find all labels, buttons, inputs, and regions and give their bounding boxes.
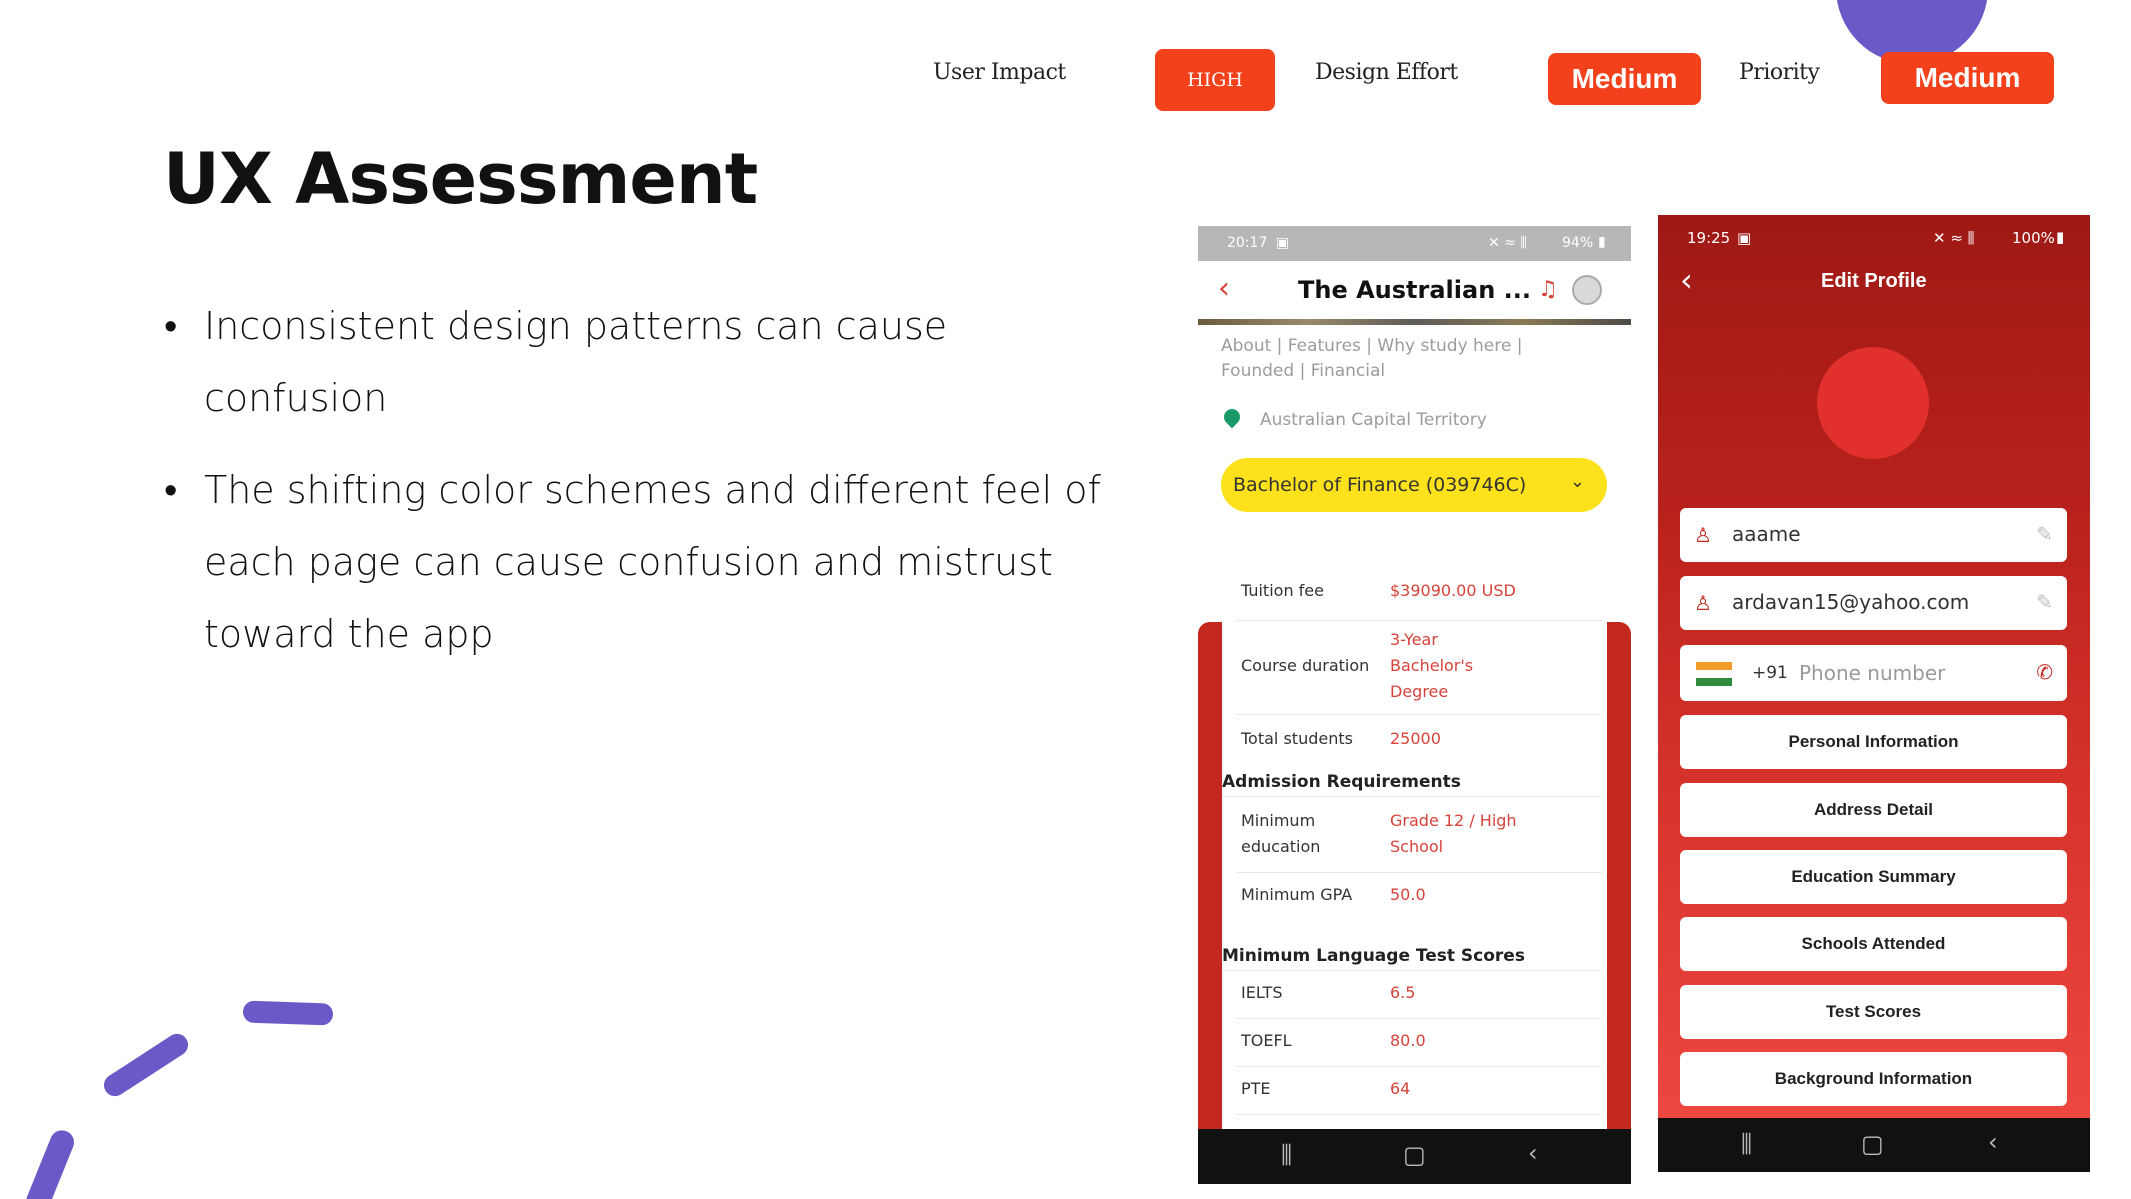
- bullet-item: [160, 454, 1140, 670]
- min-education-label: education: [1241, 837, 1321, 856]
- divider: [1236, 1066, 1602, 1067]
- email-value: ardavan15@yahoo.com: [1732, 590, 1970, 614]
- app-header: [1198, 261, 1631, 323]
- design-effort-label: Design Effort: [1315, 60, 1458, 85]
- status-time: 19:25: [1687, 229, 1731, 247]
- name-value: aaame: [1732, 522, 1801, 546]
- country-code[interactable]: +91: [1752, 663, 1788, 683]
- person-icon: ♙: [1694, 591, 1712, 615]
- test-scores-button[interactable]: Test Scores: [1680, 985, 2067, 1039]
- battery-icon: ▮: [1598, 234, 1606, 250]
- divider: [1236, 620, 1602, 621]
- university-logo: [1572, 275, 1602, 305]
- battery-level: 94%: [1562, 235, 1594, 251]
- toefl-label: TOEFL: [1241, 1031, 1292, 1050]
- ielts-label: IELTS: [1241, 983, 1283, 1002]
- course-select-value: Bachelor of Finance (039746C): [1233, 474, 1527, 496]
- students-value: 25000: [1390, 729, 1441, 748]
- status-time: 20:17: [1227, 235, 1268, 251]
- students-label: Total students: [1241, 729, 1353, 748]
- person-icon: ♙: [1694, 523, 1712, 547]
- back-nav-icon[interactable]: ‹: [1988, 1128, 1998, 1156]
- ielts-value: 6.5: [1390, 983, 1416, 1002]
- decorative-dash: [22, 1127, 77, 1199]
- battery-icon: ▮: [2056, 228, 2065, 246]
- bullet-item: [160, 290, 1140, 434]
- divider: [1222, 796, 1602, 797]
- email-field[interactable]: [1680, 576, 2067, 630]
- admission-section-title: Admission Requirements: [1222, 772, 1461, 792]
- priority-badge: Medium: [1881, 52, 2054, 104]
- battery-level: 100%: [2012, 229, 2055, 247]
- toefl-value: 80.0: [1390, 1031, 1426, 1050]
- divider: [1236, 1114, 1602, 1115]
- phone-field[interactable]: [1680, 645, 2067, 701]
- min-gpa-value: 50.0: [1390, 885, 1426, 904]
- min-education-label: Minimum: [1241, 811, 1316, 830]
- tuition-value: $39090.00 USD: [1390, 581, 1516, 600]
- priority-label: Priority: [1739, 60, 1820, 85]
- personal-information-button[interactable]: Personal Information: [1680, 715, 2067, 769]
- phone-icon: ✆: [2036, 660, 2053, 684]
- decorative-dash: [100, 1030, 192, 1101]
- india-flag-icon: [1696, 662, 1732, 686]
- edit-profile-title: Edit Profile: [1821, 270, 1927, 292]
- bullet-dot: •: [164, 468, 178, 512]
- phone-screenshot-edit-profile: [1658, 215, 2090, 1172]
- bell-icon[interactable]: ♫: [1538, 277, 1558, 302]
- background-information-button[interactable]: Background Information: [1680, 1052, 2067, 1106]
- divider: [1236, 714, 1602, 715]
- back-icon[interactable]: ‹: [1680, 261, 1693, 299]
- pte-value: 64: [1390, 1079, 1411, 1098]
- decorative-dash: [243, 1000, 334, 1025]
- status-bar: [1198, 226, 1631, 261]
- schools-attended-button[interactable]: Schools Attended: [1680, 917, 2067, 971]
- image-icon: ▣: [1737, 229, 1752, 247]
- course-details-card: [1222, 556, 1607, 1156]
- divider: [1236, 1018, 1602, 1019]
- name-field[interactable]: [1680, 508, 2067, 562]
- pencil-icon[interactable]: ✎: [2036, 590, 2053, 614]
- tuition-label: Tuition fee: [1241, 581, 1324, 600]
- bullet-list: [160, 290, 1140, 690]
- android-nav-bar: [1198, 1129, 1631, 1184]
- chevron-down-icon: ⌄: [1569, 471, 1585, 492]
- bullet-text: Inconsistent design patterns can cause confusion: [204, 304, 948, 420]
- min-education-value: Grade 12 / High: [1390, 811, 1517, 830]
- home-icon[interactable]: ▢: [1861, 1130, 1884, 1158]
- duration-value-line: 3-Year: [1390, 630, 1438, 649]
- nav-links[interactable]: About | Features | Why study here |: [1221, 336, 1523, 356]
- phone-input[interactable]: Phone number: [1799, 661, 1946, 685]
- image-icon: ▣: [1276, 235, 1290, 251]
- back-nav-icon[interactable]: ‹: [1528, 1139, 1538, 1167]
- duration-label: Course duration: [1241, 656, 1370, 675]
- android-nav-bar: [1658, 1118, 2090, 1172]
- home-icon[interactable]: ▢: [1403, 1141, 1426, 1169]
- duration-value-line: Degree: [1390, 682, 1449, 701]
- header-title: The Australian ...: [1298, 276, 1531, 304]
- recent-apps-icon[interactable]: ⫼: [1281, 1141, 1293, 1169]
- min-education-value: School: [1390, 837, 1444, 856]
- language-section-title: Minimum Language Test Scores: [1222, 946, 1525, 966]
- back-icon[interactable]: ‹: [1218, 271, 1230, 306]
- signal-icons: ✕ ≈ ⫼: [1488, 235, 1527, 251]
- profile-avatar[interactable]: [1817, 347, 1929, 459]
- pte-label: PTE: [1241, 1079, 1271, 1098]
- pencil-icon[interactable]: ✎: [2036, 522, 2053, 546]
- course-select[interactable]: [1221, 458, 1607, 512]
- location-pin-icon: [1221, 406, 1244, 429]
- slide-title: UX Assessment: [163, 138, 758, 220]
- recent-apps-icon[interactable]: ⫼: [1741, 1130, 1753, 1158]
- bullet-dot: •: [164, 304, 178, 348]
- divider: [1236, 872, 1602, 873]
- duration-value-line: Bachelor's: [1390, 656, 1474, 675]
- bullet-text: The shifting color schemes and different feel of each page can cause confusion and mistrust toward the app: [204, 468, 1101, 656]
- min-gpa-label: Minimum GPA: [1241, 885, 1353, 904]
- phone-screenshot-university: [1198, 226, 1631, 1184]
- address-detail-button[interactable]: Address Detail: [1680, 783, 2067, 837]
- divider: [1222, 970, 1602, 971]
- user-impact-badge: HIGH: [1155, 49, 1275, 111]
- signal-icons: ✕ ≈ ⫼: [1933, 229, 1975, 247]
- user-impact-label: User Impact: [933, 60, 1066, 85]
- nav-links[interactable]: Founded | Financial: [1221, 361, 1386, 381]
- design-effort-badge: Medium: [1548, 53, 1701, 105]
- status-bar: [1658, 215, 2090, 249]
- location-text: Australian Capital Territory: [1260, 410, 1487, 430]
- header-banner-strip: [1198, 319, 1631, 325]
- education-summary-button[interactable]: Education Summary: [1680, 850, 2067, 904]
